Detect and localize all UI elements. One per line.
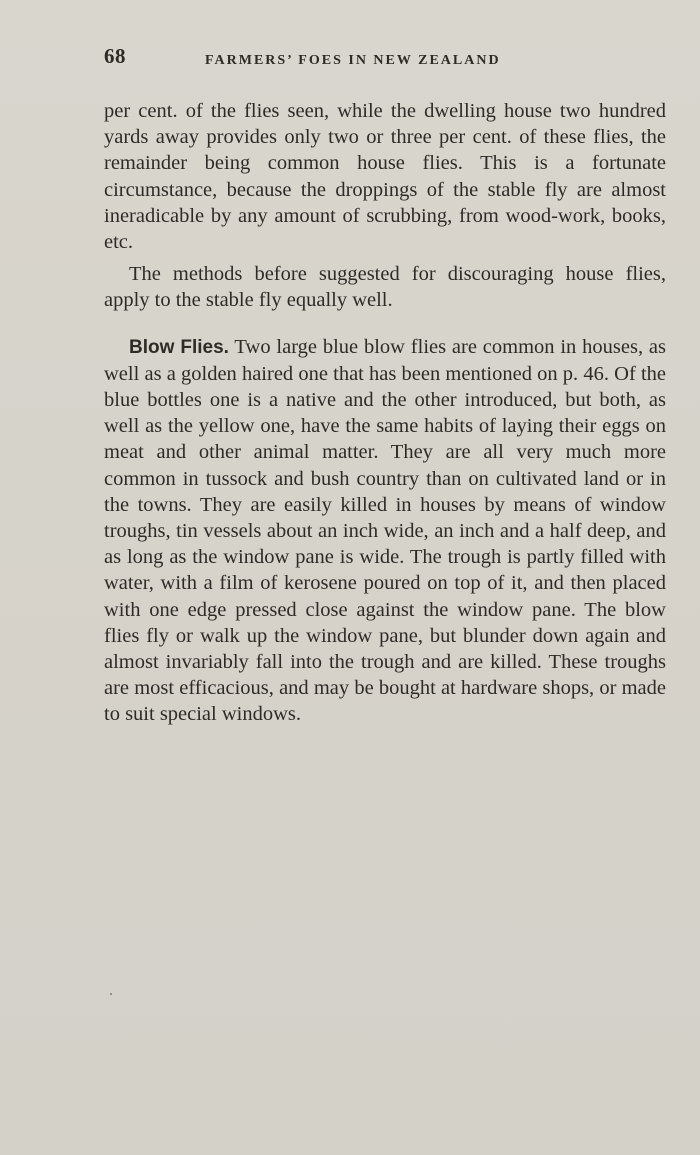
paragraph-blow-flies-text: Two large blue blow flies are common in houses, as well as a golden haired one that has been mentioned on p. 46. Of the blue bottles one is a native and the other introduced, but both, as well as the yellow one, have the same habits of laying their eggs on meat and other animal matter. They are all very much more common in tussock and bush country than on cultivated land or in the towns. They are easily killed in houses by means of window troughs, tin vessels about an inch wide, an inch and a half deep, and as long as the window pane is wide. The trough is partly filled with water, with a film of kerosene poured on top of it, and then placed with one edge pressed close against the window pane. The blow flies fly or walk up the window pane, but blunder down again and almost invariably fall into the trough and are killed. These troughs are most efficacious, and may be bought at hardware shops, or made to suit special windows. (104, 335, 666, 726)
page-number: 68 (104, 44, 126, 68)
paragraph-methods: The methods before suggested for discouraging house flies, apply to the stable fly equally well. (104, 263, 666, 312)
paragraph-stable-fly-droppings: per cent. of the flies seen, while the dwelling house two hundred yards away provides only two or three per cent. of these flies, the remainder being common house flies. This is a fortunate circumstance, because the droppings of the stable fly are almost ineradicable by any amount of scrubbing, from wood-work, books, etc. (104, 100, 666, 254)
page-header (104, 44, 670, 80)
body-text (104, 98, 666, 728)
paragraph-blow-flies (104, 334, 666, 728)
section-heading-blow-flies: Blow Flies. (129, 336, 229, 358)
running-title: FARMERS’ FOES IN NEW ZEALAND (205, 53, 501, 68)
paper-speck (110, 993, 112, 995)
